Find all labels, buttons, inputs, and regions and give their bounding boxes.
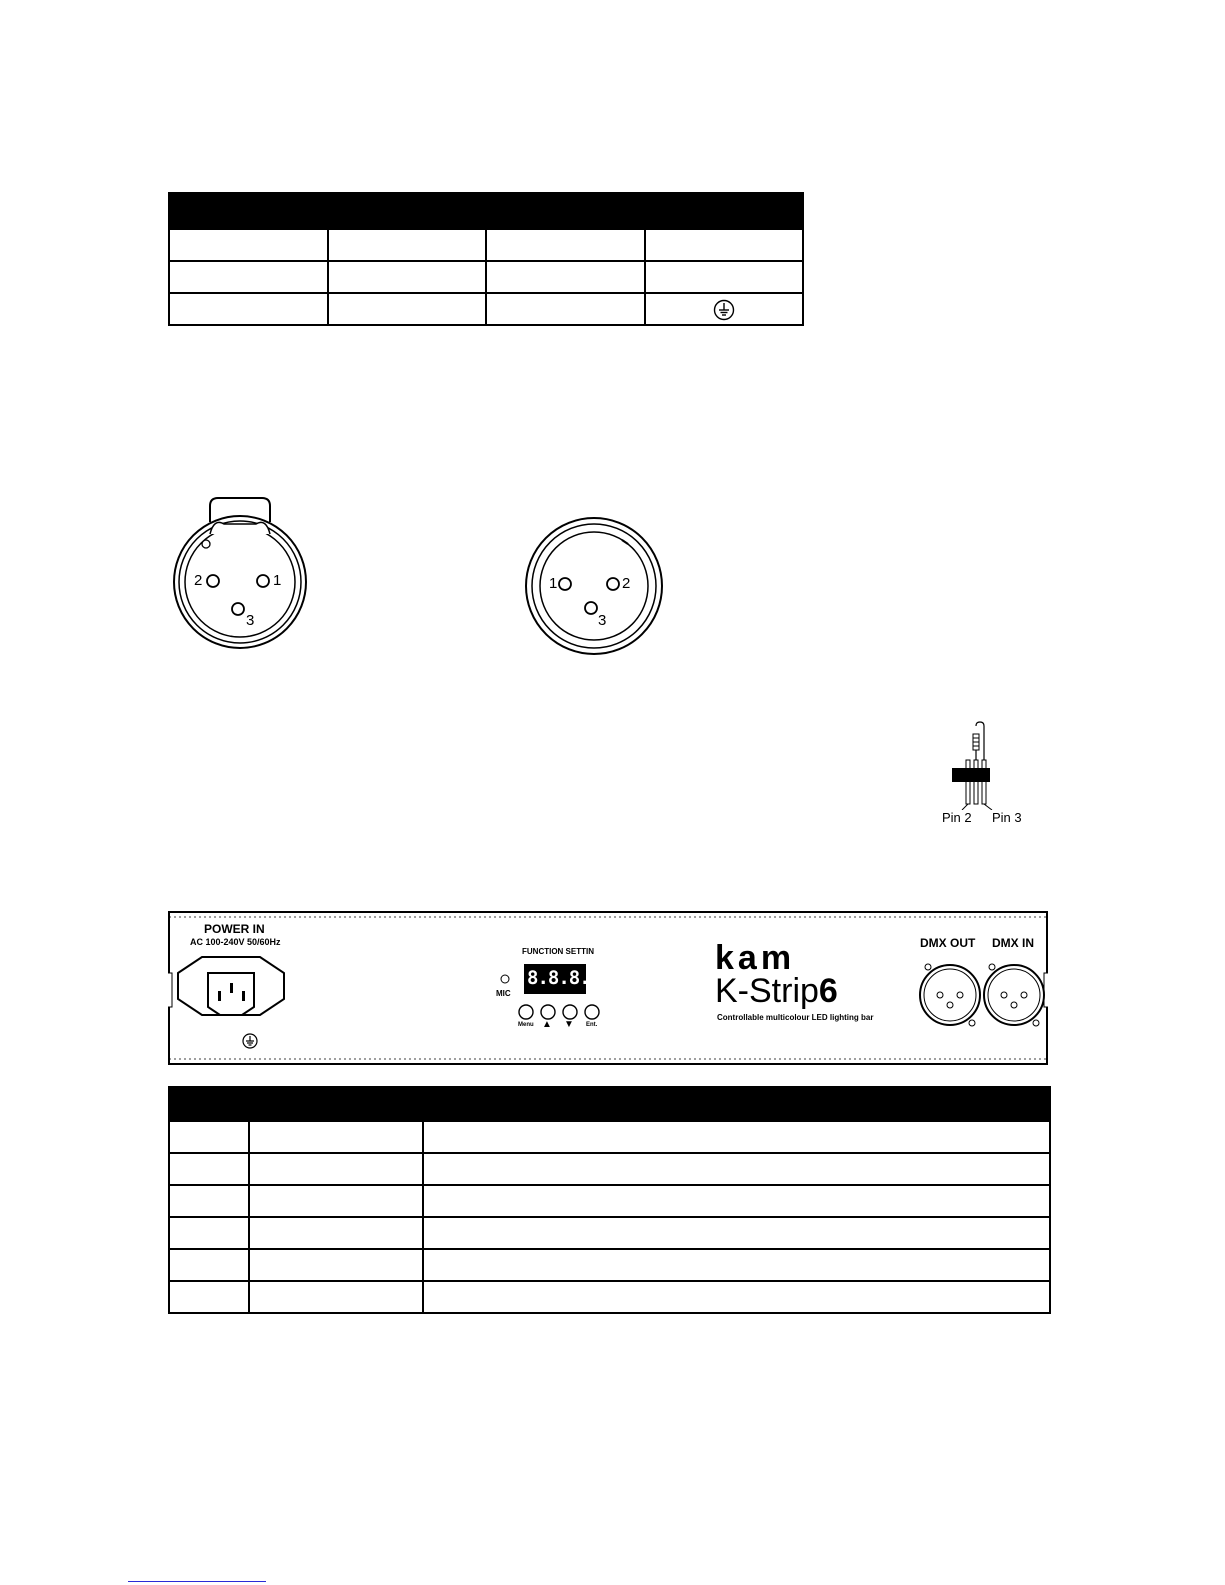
table-row	[169, 293, 803, 325]
earth-ground-icon	[713, 299, 735, 321]
dmx-in-label: DMX IN	[992, 936, 1034, 950]
xlr-female-connector-icon	[170, 494, 310, 654]
xlr-male-connector-icon	[522, 514, 666, 658]
table-row	[169, 1121, 1050, 1153]
model-number: 6	[818, 972, 838, 1010]
power-spec-label: AC 100-240V 50/60Hz	[190, 937, 281, 947]
rear-panel-outline	[168, 911, 1048, 1065]
led-display: 8.8.8.8	[527, 967, 601, 989]
table-row	[169, 1249, 1050, 1281]
male-pin-3-label: 3	[598, 612, 607, 629]
male-pin-1-label: 1	[549, 575, 558, 592]
wiring-table-header-cell	[169, 193, 803, 229]
terminator-pin2-label: Pin 2	[942, 810, 972, 825]
table-row	[169, 1185, 1050, 1217]
up-button-label: ▲	[542, 1019, 552, 1030]
menu-button-label: Menu	[518, 1022, 534, 1028]
female-pin-3-label: 3	[246, 612, 255, 629]
wiring-table	[168, 192, 804, 326]
table-row	[169, 261, 803, 293]
power-in-label: POWER IN	[204, 922, 265, 936]
tagline: Controllable multicolour LED lighting bar	[717, 1013, 874, 1022]
table-row	[169, 1217, 1050, 1249]
terminator-pin3-label: Pin 3	[992, 810, 1022, 825]
male-pin-2-label: 2	[622, 575, 631, 592]
female-pin-2-label: 2	[194, 572, 203, 589]
earth-cell	[645, 293, 804, 325]
rear-panel	[168, 911, 1048, 1065]
panel-table-header	[169, 1087, 1050, 1121]
down-button-label: ▼	[564, 1019, 574, 1030]
table-row	[169, 229, 803, 261]
model-name	[715, 973, 838, 1009]
model-text: K-Strip	[715, 972, 819, 1010]
brand-logo: kam	[715, 939, 796, 977]
function-setting-label: FUNCTION SETTIN	[522, 947, 594, 956]
mic-label: MIC	[496, 989, 511, 998]
wiring-table-header	[169, 193, 803, 229]
panel-table-header-cell	[169, 1087, 1050, 1121]
ent-button-label: Ent.	[586, 1022, 598, 1028]
table-row	[169, 1281, 1050, 1313]
terminator-resistor-icon	[940, 720, 1020, 810]
table-row	[169, 1153, 1050, 1185]
female-pin-1-label: 1	[273, 572, 282, 589]
dmx-out-label: DMX OUT	[920, 936, 976, 950]
panel-description-table	[168, 1086, 1051, 1314]
footer-link-underline[interactable]	[128, 1581, 266, 1582]
